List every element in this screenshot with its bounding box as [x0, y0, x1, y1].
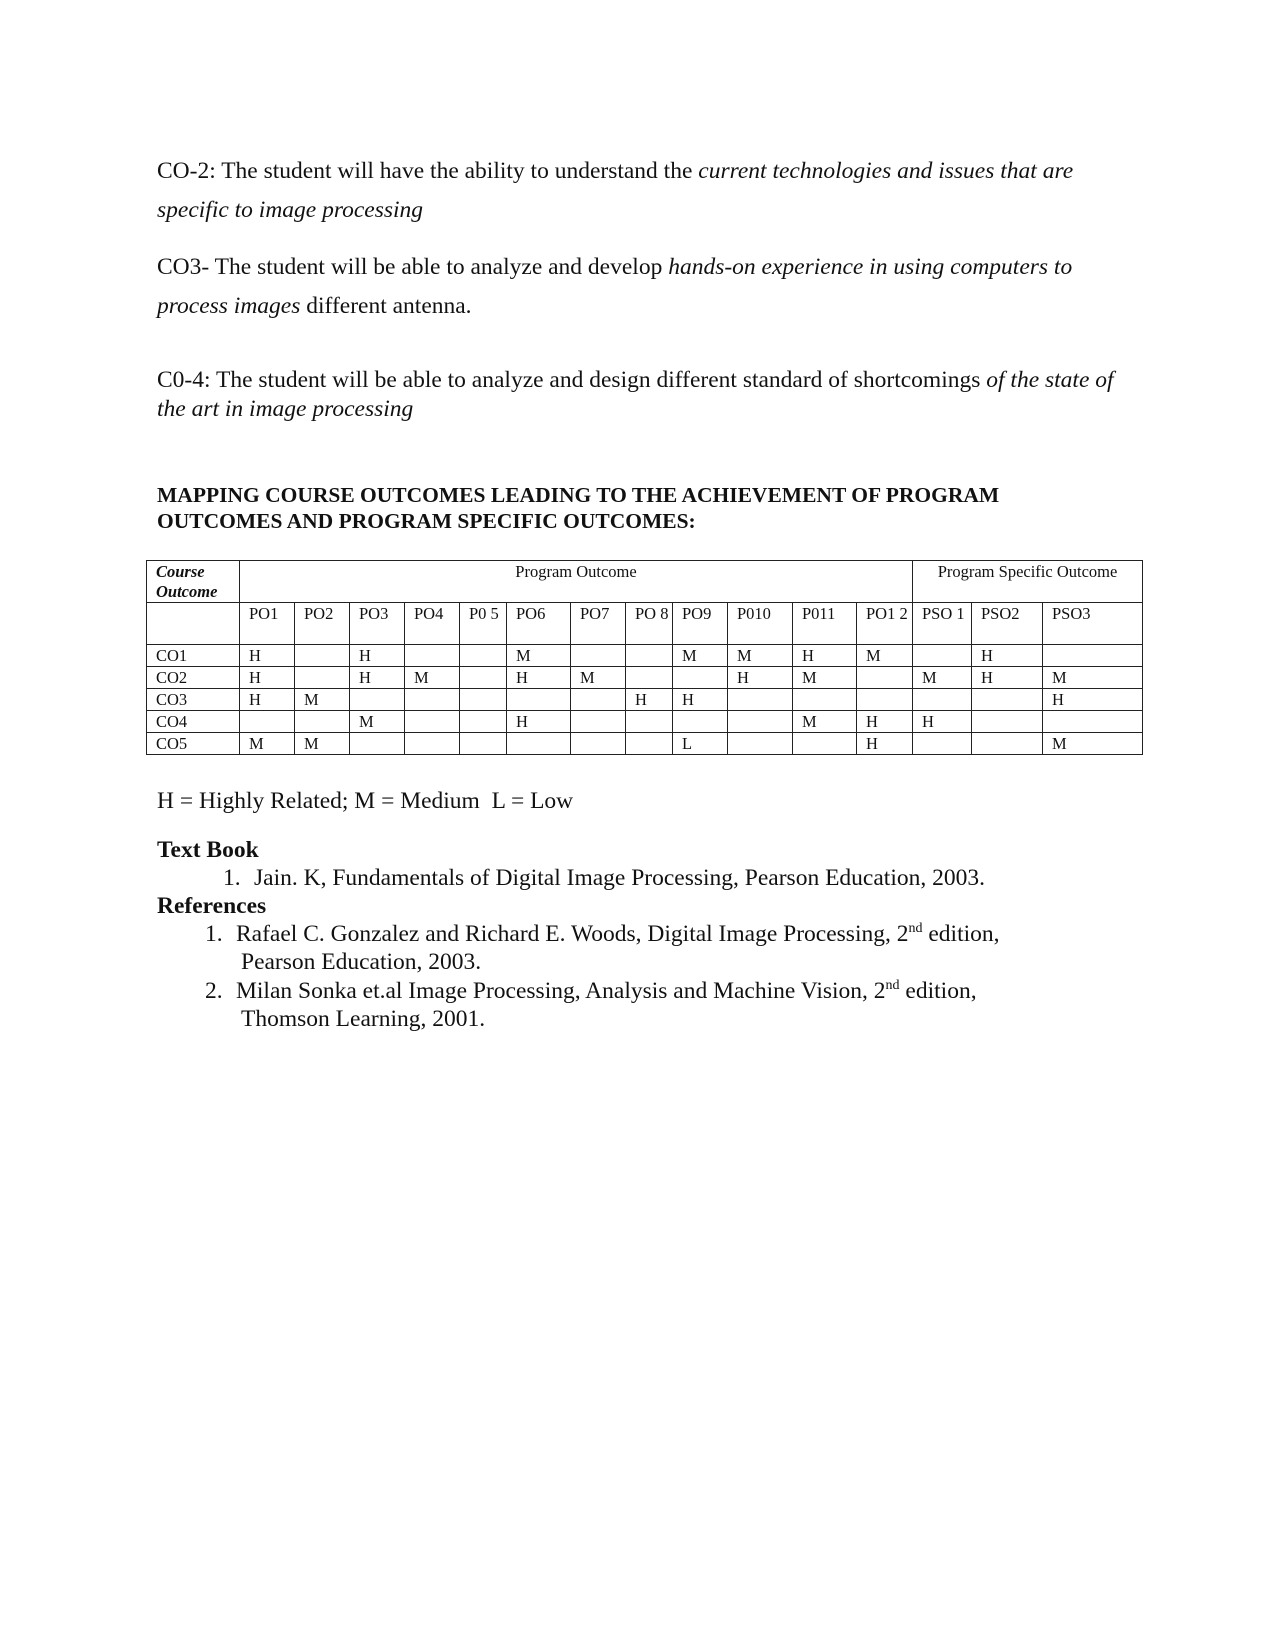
- table-cell: [728, 689, 793, 711]
- table-cell: [240, 711, 295, 733]
- table-cell: [913, 645, 972, 667]
- textbook-item-number: 1.: [223, 865, 241, 891]
- table-cell: [507, 733, 571, 755]
- table-cell: L: [673, 733, 728, 755]
- table-cell: [571, 645, 626, 667]
- table-cell: [673, 711, 728, 733]
- table-cell: [626, 733, 673, 755]
- table-row: [147, 645, 1143, 667]
- co4-text: C0-4: The student will be able to analyze and design different standard of shortcomings: [157, 367, 987, 393]
- reference-superscript: nd: [885, 978, 900, 993]
- reference-text-end: edition,: [899, 978, 977, 1004]
- course-outcome-header: Course Outcome: [147, 561, 240, 603]
- table-cell: M: [295, 689, 350, 711]
- table-cell: M: [295, 733, 350, 755]
- table-cell: [295, 667, 350, 689]
- table-cell: H: [240, 667, 295, 689]
- table-cell: [793, 689, 857, 711]
- table-row: [147, 711, 1143, 733]
- table-cell: M: [350, 711, 405, 733]
- table-cell: H: [673, 689, 728, 711]
- table-cell: H: [626, 689, 673, 711]
- mapping-table: [146, 560, 1143, 755]
- row-label: CO1: [147, 645, 240, 667]
- table-cell: H: [350, 645, 405, 667]
- table-cell: [913, 689, 972, 711]
- table-cell: H: [240, 689, 295, 711]
- reference-text-end: edition,: [922, 921, 1000, 947]
- table-cell: H: [728, 667, 793, 689]
- table-cell: [972, 711, 1043, 733]
- table-row: [147, 667, 1143, 689]
- table-cell: [728, 733, 793, 755]
- co3-text: CO3- The student will be able to analyze and develop: [157, 254, 669, 280]
- column-header: P011: [793, 603, 857, 645]
- table-cell: M: [793, 667, 857, 689]
- table-cell: H: [793, 645, 857, 667]
- column-header: PO1 2: [857, 603, 913, 645]
- table-cell: M: [673, 645, 728, 667]
- reference-item: [205, 920, 1000, 976]
- table-cell: [972, 733, 1043, 755]
- table-cell: H: [350, 667, 405, 689]
- table-cell: [571, 689, 626, 711]
- textbook-item-text: Jain. K, Fundamentals of Digital Image Processing, Pearson Education, 2003.: [254, 865, 985, 891]
- column-header: P0 5: [460, 603, 507, 645]
- reference-text-line2: Thomson Learning, 2001.: [241, 1006, 486, 1032]
- table-cell: [295, 645, 350, 667]
- column-header: PO3: [350, 603, 405, 645]
- column-header: PO2: [295, 603, 350, 645]
- table-cell: [460, 711, 507, 733]
- table-cell: [626, 645, 673, 667]
- column-header: PO9: [673, 603, 728, 645]
- reference-item: [205, 977, 977, 1033]
- table-cell: [460, 733, 507, 755]
- column-header: PO1: [240, 603, 295, 645]
- column-header: PO 8: [626, 603, 673, 645]
- column-header-row: [147, 603, 1143, 645]
- table-cell: [626, 711, 673, 733]
- table-cell: H: [972, 645, 1043, 667]
- table-cell: [571, 733, 626, 755]
- row-label: CO5: [147, 733, 240, 755]
- mapping-heading-line2: OUTCOMES AND PROGRAM SPECIFIC OUTCOMES:: [157, 509, 696, 533]
- table-cell: M: [728, 645, 793, 667]
- co2-emphasis: current technologies and issues that are specific to image processing: [157, 158, 1074, 223]
- table-cell: H: [913, 711, 972, 733]
- table-cell: M: [913, 667, 972, 689]
- row-label: CO2: [147, 667, 240, 689]
- table-cell: [626, 667, 673, 689]
- table-cell: [857, 667, 913, 689]
- row-label: CO3: [147, 689, 240, 711]
- table-cell: [460, 667, 507, 689]
- reference-number: 1.: [205, 921, 223, 947]
- table-row: [147, 689, 1143, 711]
- table-cell: [793, 733, 857, 755]
- table-cell: [405, 711, 460, 733]
- column-header: PSO3: [1043, 603, 1143, 645]
- table-cell: H: [507, 711, 571, 733]
- column-header: PO4: [405, 603, 460, 645]
- table-cell: M: [1043, 733, 1143, 755]
- column-header: PO6: [507, 603, 571, 645]
- table-cell: [1043, 645, 1143, 667]
- co3-suffix: different antenna.: [300, 293, 472, 319]
- table-cell: M: [240, 733, 295, 755]
- table-cell: H: [972, 667, 1043, 689]
- table-cell: M: [571, 667, 626, 689]
- column-header: P010: [728, 603, 793, 645]
- reference-text: Rafael C. Gonzalez and Richard E. Woods, Digital Image Processing, 2: [236, 921, 909, 947]
- program-outcome-header: Program Outcome: [240, 561, 913, 603]
- textbook-item: [223, 864, 985, 892]
- table-cell: [350, 733, 405, 755]
- row-label: CO4: [147, 711, 240, 733]
- course-outcome-co4: [157, 366, 1117, 424]
- column-header: PO7: [571, 603, 626, 645]
- legend: H = Highly Related; M = Medium L = Low: [157, 788, 574, 814]
- table-cell: [460, 689, 507, 711]
- co2-text: CO-2: The student will have the ability to understand the: [157, 158, 699, 184]
- table-cell: H: [1043, 689, 1143, 711]
- table-cell: [1043, 711, 1143, 733]
- table-cell: M: [793, 711, 857, 733]
- table-cell: M: [857, 645, 913, 667]
- course-outcome-co2: [157, 152, 1117, 230]
- table-cell: M: [405, 667, 460, 689]
- empty-header-cell: [147, 603, 240, 645]
- table-cell: [405, 733, 460, 755]
- table-cell: M: [507, 645, 571, 667]
- table-cell: [507, 689, 571, 711]
- table-cell: [571, 711, 626, 733]
- reference-superscript: nd: [908, 921, 923, 936]
- reference-text: Milan Sonka et.al Image Processing, Analysis and Machine Vision, 2: [236, 978, 886, 1004]
- table-cell: [728, 711, 793, 733]
- textbook-title: Text Book: [157, 837, 259, 863]
- table-cell: [405, 645, 460, 667]
- table-cell: [673, 667, 728, 689]
- co3-emphasis: hands-on experience in using computers to process images: [157, 254, 1073, 319]
- table-cell: [972, 689, 1043, 711]
- table-cell: M: [1043, 667, 1143, 689]
- table-cell: [913, 733, 972, 755]
- reference-text-line2: Pearson Education, 2003.: [241, 949, 482, 975]
- co4-emphasis: of the state of the art in image processing: [157, 367, 1114, 422]
- table-cell: [460, 645, 507, 667]
- table-cell: H: [507, 667, 571, 689]
- table-row: [147, 733, 1143, 755]
- reference-number: 2.: [205, 978, 223, 1004]
- pso-header: Program Specific Outcome: [913, 561, 1143, 603]
- table-cell: [405, 689, 460, 711]
- references-title: References: [157, 893, 267, 919]
- table-cell: [857, 689, 913, 711]
- mapping-heading-line1: MAPPING COURSE OUTCOMES LEADING TO THE ACHIEVEMENT OF PROGRAM: [157, 483, 1000, 507]
- table-cell: H: [240, 645, 295, 667]
- course-outcome-co3: [157, 248, 1117, 326]
- table-cell: [350, 689, 405, 711]
- table-header-row: [147, 561, 1143, 603]
- table-cell: [295, 711, 350, 733]
- column-header: PSO 1: [913, 603, 972, 645]
- column-header: PSO2: [972, 603, 1043, 645]
- table-cell: H: [857, 711, 913, 733]
- mapping-heading: [157, 482, 1137, 534]
- table-cell: H: [857, 733, 913, 755]
